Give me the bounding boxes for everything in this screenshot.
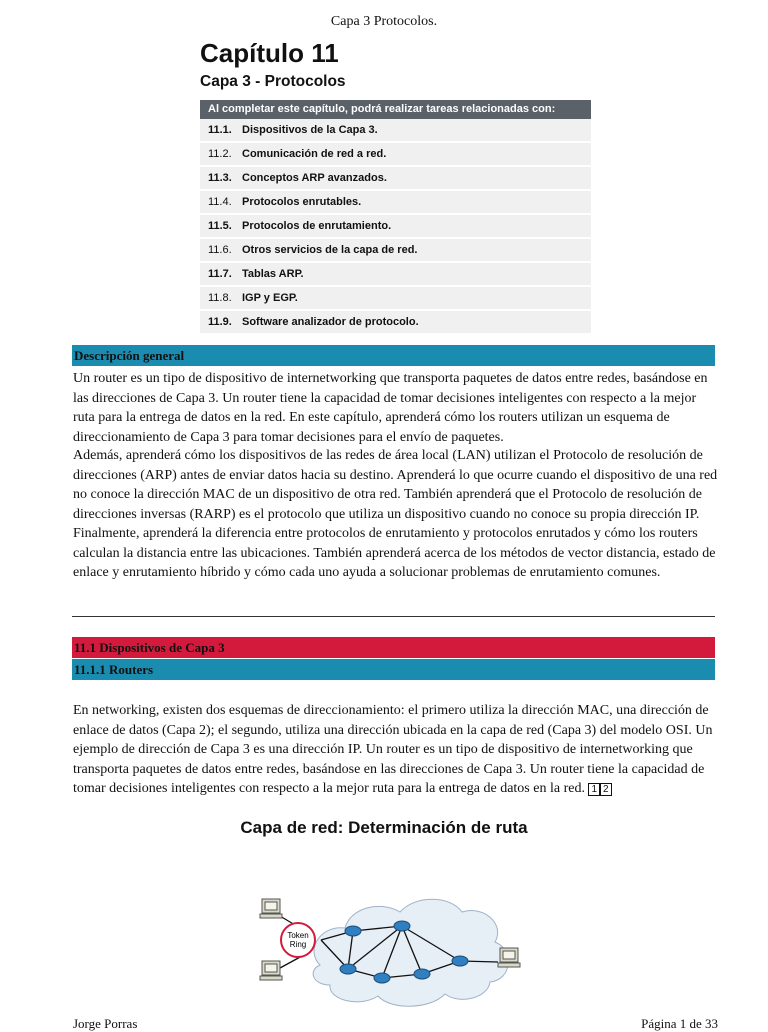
footer-author: Jorge Porras bbox=[73, 1016, 138, 1031]
objective-label: Conceptos ARP avanzados. bbox=[242, 172, 387, 184]
token-ring-label-1: Token bbox=[287, 931, 309, 940]
network-cloud bbox=[313, 899, 508, 1006]
figure-title: Capa de red: Determinación de ruta bbox=[240, 818, 528, 837]
objective-label: Protocolos de enrutamiento. bbox=[242, 220, 392, 232]
network-diagram bbox=[250, 870, 550, 1024]
overview-paragraph-2: Además, aprenderá cómo los dispositivos de las redes de área local (LAN) utilizan el Protocolo de resolución de direcciones (ARP) antes de enviar datos hacia su destino. Aprenderá lo que ocurre cuando el dispositivo de una red no conoce la dirección MAC de un dispositivo de otra red. También aprenderá que el Protocolo de resolución de direcciones inversas (RARP) es el protocolo que utiliza un dispositivo cuando no conoce su propia dirección IP. Finalmente, aprenderá la diferencia entre protocolos de enrutamiento y protocolos enrutados y cómo los routers calculan la distancia entre las ubicaciones. También aprenderá acerca de los métodos de vector distancia, estado de enlace y enrutamiento híbrido y cómo cada uno ayuda a solucionar problemas de enrutamiento comunes. bbox=[73, 448, 718, 580]
overview-heading: Descripción general bbox=[72, 345, 715, 366]
objective-item bbox=[200, 191, 591, 215]
objective-item bbox=[200, 119, 591, 143]
router-icon bbox=[394, 921, 410, 931]
computer-icon bbox=[498, 948, 520, 967]
token-ring-label-2: Ring bbox=[289, 940, 307, 949]
page-header: Capa 3 Protocolos. bbox=[330, 14, 438, 29]
objective-label: Software analizador de protocolo. bbox=[242, 316, 419, 328]
reference-link-2[interactable]: 2 bbox=[600, 783, 612, 796]
computer-icon bbox=[260, 899, 282, 918]
objective-number: 11.1. bbox=[208, 124, 232, 136]
objective-number: 11.3. bbox=[208, 172, 232, 184]
section-body-text: En networking, existen dos esquemas de direccionamiento: el primero utiliza la dirección MAC, una dirección de enlace de datos (Capa 2); el segundo, utiliza una dirección ubicada en la capa de red (Capa 3) del modelo OSI. Un ejemplo de dirección de Capa 3 es una dirección IP. Un router es un tipo de dispositivo de internetworking que transporta paquetes de datos entre redes, basándose en las direcciones de Capa 3. Un router tiene la capacidad de tomar decisiones inteligentes con respecto a la mejor ruta para la entrega de datos en la red. bbox=[73, 703, 713, 796]
computer-icon bbox=[260, 961, 282, 980]
objective-item bbox=[200, 239, 591, 263]
objective-number: 11.8. bbox=[208, 292, 232, 304]
objective-number: 11.9. bbox=[208, 316, 232, 328]
objectives-list bbox=[200, 119, 591, 335]
chapter-title: Capítulo 11 bbox=[200, 38, 339, 68]
router-icon bbox=[345, 926, 361, 936]
objective-label: Protocolos enrutables. bbox=[242, 196, 362, 208]
objective-number: 11.6. bbox=[208, 244, 232, 256]
objective-number: 11.4. bbox=[208, 196, 232, 208]
objective-label: IGP y EGP. bbox=[242, 292, 298, 304]
overview-paragraph-1: Un router es un tipo de dispositivo de internetworking que transporta paquetes de datos entre redes, basándose en las direcciones de Capa 3. Un router tiene la capacidad de tomar decisiones inteligentes con respecto a la mejor ruta para la entrega de datos en la red. En este capítulo, aprenderá cómo los routers utilizan un esquema de direccionamiento de Capa 3 para tomar decisiones para el envío de paquetes. bbox=[73, 371, 708, 445]
objective-label: Comunicación de red a red. bbox=[242, 148, 387, 160]
objective-item bbox=[200, 287, 591, 311]
router-icon bbox=[452, 956, 468, 966]
objective-item bbox=[200, 143, 591, 167]
section-heading: 11.1 Dispositivos de Capa 3 bbox=[72, 637, 715, 658]
objective-label: Tablas ARP. bbox=[242, 268, 304, 280]
objective-number: 11.5. bbox=[208, 220, 232, 232]
section-divider bbox=[72, 616, 715, 617]
router-icon bbox=[414, 969, 430, 979]
section-body bbox=[73, 701, 718, 799]
router-icon bbox=[374, 973, 390, 983]
reference-link-1[interactable]: 1 bbox=[588, 783, 600, 796]
objective-label: Otros servicios de la capa de red. bbox=[242, 244, 418, 256]
objectives-table bbox=[200, 100, 591, 335]
objective-item bbox=[200, 311, 591, 335]
objective-label: Dispositivos de la Capa 3. bbox=[242, 124, 378, 136]
subsection-heading: 11.1.1 Routers bbox=[72, 659, 715, 680]
objective-item bbox=[200, 215, 591, 239]
footer-page-number: Página 1 de 33 bbox=[641, 1016, 718, 1031]
objective-item bbox=[200, 263, 591, 287]
objective-item bbox=[200, 167, 591, 191]
objective-number: 11.2. bbox=[208, 148, 232, 160]
router-icon bbox=[340, 964, 356, 974]
objective-number: 11.7. bbox=[208, 268, 232, 280]
chapter-subtitle: Capa 3 - Protocolos bbox=[200, 73, 346, 90]
objectives-heading: Al completar este capítulo, podrá realizar tareas relacionadas con: bbox=[200, 100, 591, 119]
